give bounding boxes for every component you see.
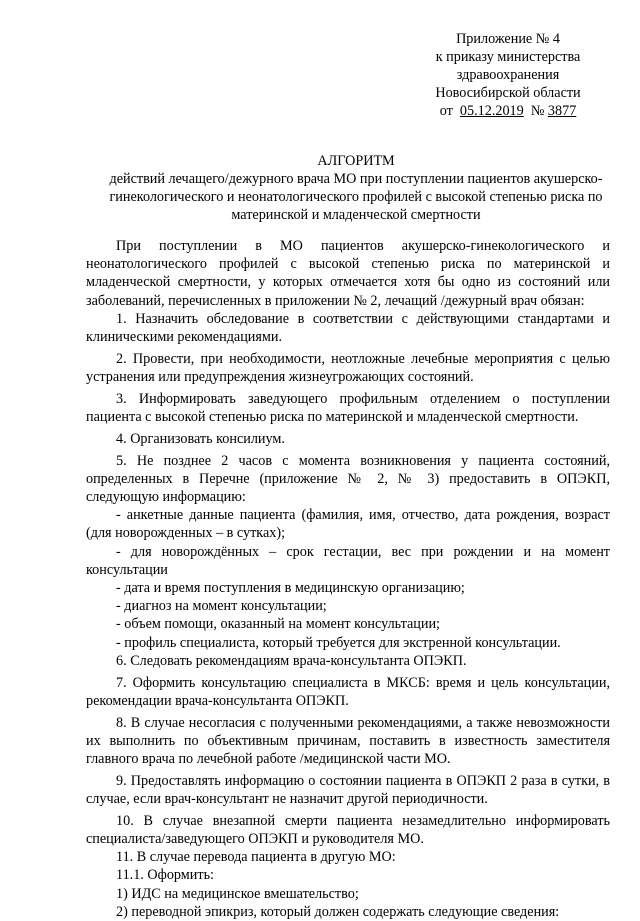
date-prefix: от [439,103,453,119]
paragraph-item-10: 10. В случае внезапной смерти пациента незамедлительно информировать специалиста/заведующего ОПЭКП и руководителя МО. [86,812,610,848]
paragraph-item-5: 5. Не позднее 2 часов с момента возникновения у пациента состояний, определенных в Перечне (приложение № 2, № 3) предоставить в ОПЭКП, следующую информацию: [86,452,610,506]
attachment-order-ref: к приказу министерства [435,49,581,65]
paragraph-item-6: 6. Следовать рекомендациям врача-консультанта ОПЭКП. [116,652,467,669]
attachment-number: Приложение № 4 [456,31,560,47]
order-date: 05.12.2019 [459,103,524,119]
attachment-header [420,30,596,120]
paragraph-item-2: 2. Провести, при необходимости, неотложные лечебные мероприятия с целью устранения или предупреждения жизнеугрожающих состояний. [86,350,610,386]
list-item-specialist-profile: - профиль специалиста, который требуется для экстренной консультации. [116,634,561,651]
paragraph-subitem-2: 2) переводной эпикриз, который должен содержать следующие сведения: [116,903,560,920]
paragraph-subitem-1: 1) ИДС на медицинское вмешательство; [116,885,359,902]
title-line-2: гинекологического и неонатологического профилей с высокой степенью риска по [109,189,603,205]
attachment-region: Новосибирской области [435,85,581,101]
list-item-newborn-data: - для новорождённых – срок гестации, вес при рождении и на момент консультации [86,543,610,578]
list-item-care-volume: - объем помощи, оказанный на момент консультации; [116,616,441,633]
attachment-ministry: здравоохранения [456,67,560,83]
paragraph-item-11: 11. В случае перевода пациента в другую МО: [116,849,396,866]
list-item-diagnosis: - диагноз на момент консультации; [116,598,327,615]
paragraph-item-9: 9. Предоставлять информацию о состоянии пациента в ОПЭКП 2 раза в сутки, в случае, если врач-консультант не назначит другой периодичности. [86,772,610,808]
paragraph-item-7: 7. Оформить консультацию специалиста в МКСБ: время и цель консультации, рекомендации врача-консультанта ОПЭКП. [86,674,610,709]
paragraph-intro: При поступлении в МО пациентов акушерско-гинекологического и неонатологического профилей с высокой степенью риска по материнской и младенческой смертности, у которых отмечается хотя бы одно из состояний или заболеваний, перечисленных в приложении № 2, лечащий /дежурный врач обязан: [86,238,610,309]
document-title [86,152,626,224]
title-line-1: действий лечащего/дежурного врача МО при поступлении пациентов акушерско- [109,171,603,187]
paragraph-item-8: 8. В случае несогласия с полученными рекомендациями, а также невозможности их выполнить по объективным причинам, поставить в известность заместителя главного врача по лечебной работе /медицинской части МО. [86,714,610,768]
title-heading: АЛГОРИТМ [317,153,395,169]
order-number: 3877 [547,103,577,119]
number-prefix: № [530,103,545,119]
list-item-admission-time: - дата и время поступления в медицинскую организацию; [116,580,465,597]
paragraph-item-4: 4. Организовать консилиум. [116,430,285,447]
paragraph-item-11-1: 11.1. Оформить: [116,867,214,884]
title-line-3: материнской и младенческой смертности [231,207,481,223]
document-body [86,237,610,921]
paragraph-item-1: 1. Назначить обследование в соответствии с действующими стандартами и клиническими рекомендациями. [86,310,610,346]
paragraph-item-3: 3. Информировать заведующего профильным отделением о поступлении пациента с высокой степенью риска по материнской и младенческой смертности. [86,390,610,426]
attachment-date-line [420,102,596,120]
list-item-patient-data: - анкетные данные пациента (фамилия, имя, отчество, дата рождения, возраст (для новорожденных – в сутках); [86,507,610,542]
